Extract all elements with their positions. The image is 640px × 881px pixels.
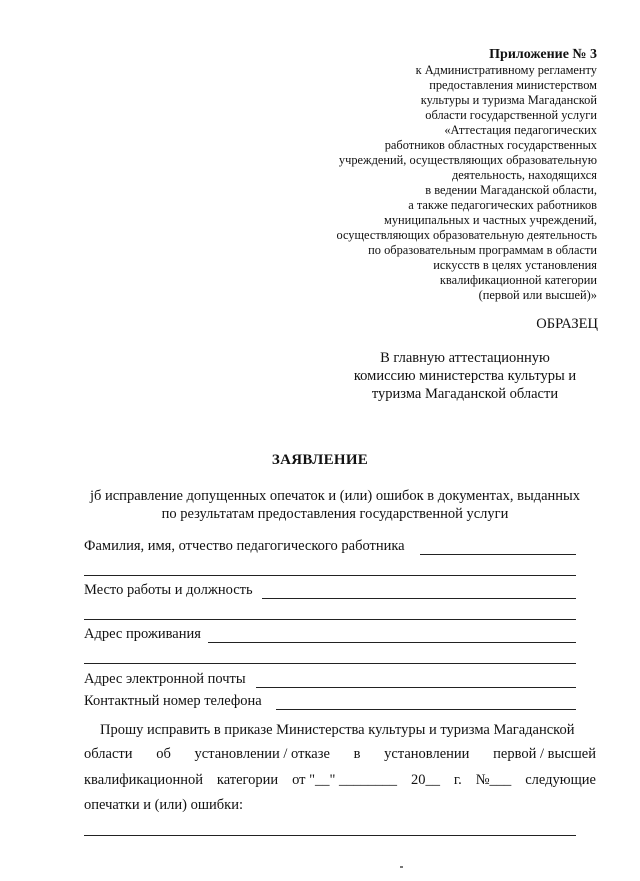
appendix-line: учреждений, осуществляющих образовательную: [338, 153, 597, 167]
address-field[interactable]: [208, 642, 576, 643]
appendix-line: (первой или высшей)»: [478, 288, 597, 302]
email-label: Адрес электронной почты: [84, 671, 246, 687]
request-line: опечатки и (или) ошибки:: [84, 797, 244, 813]
appendix-line: области государственной услуги: [425, 108, 597, 122]
appendix-line: деятельность, находящихся: [451, 168, 597, 182]
addressee-block: [330, 349, 600, 403]
appendix-line: по образовательным программам в области: [368, 243, 597, 257]
request-line: [84, 772, 596, 789]
appendix-line: квалификационной категории: [439, 273, 597, 287]
request-word: первой / высшей: [493, 746, 596, 762]
appendix-line: в ведении Магаданской области,: [425, 183, 597, 197]
addressee-line: комиссию министерства культуры и: [353, 368, 577, 384]
address-label: Адрес проживания: [84, 626, 201, 642]
request-word: от "__" ________: [292, 772, 398, 788]
request-word: установлении / отказе: [194, 746, 330, 762]
appendix-line: а также педагогических работников: [408, 198, 597, 212]
request-word: квалификационной: [84, 772, 203, 788]
appendix-header: [336, 46, 597, 303]
address-field-continuation[interactable]: [84, 663, 576, 664]
document-title: ЗАЯВЛЕНИЕ: [271, 452, 369, 468]
sample-label: ОБРАЗЕЦ: [536, 316, 598, 332]
appendix-line: искусств в целях установления: [433, 258, 597, 272]
addressee-line: туризма Магаданской области: [371, 386, 559, 402]
request-word: установлении: [384, 746, 470, 762]
request-line: [84, 746, 596, 763]
document-subject: [70, 487, 600, 523]
phone-label: Контактный номер телефона: [84, 693, 262, 709]
full-name-label: Фамилия, имя, отчество педагогического работника: [84, 538, 405, 554]
appendix-line: осуществляющих образовательную деятельность: [336, 228, 597, 242]
errors-field[interactable]: [84, 835, 576, 836]
appendix-line: «Аттестация педагогических: [444, 123, 597, 137]
appendix-line: муниципальных и частных учреждений,: [384, 213, 597, 227]
appendix-line: культуры и туризма Магаданской: [420, 93, 597, 107]
full-name-field[interactable]: [420, 554, 576, 555]
workplace-label: Место работы и должность: [84, 582, 253, 598]
phone-field[interactable]: [276, 709, 576, 710]
request-word: №___: [475, 772, 512, 788]
request-word: 20__: [410, 772, 440, 788]
addressee-line: В главную аттестационную: [380, 350, 550, 366]
email-field[interactable]: [256, 687, 576, 688]
workplace-field[interactable]: [262, 598, 576, 599]
request-word: об: [156, 746, 171, 762]
request-word: г.: [453, 772, 462, 788]
full-name-field-continuation[interactable]: [84, 575, 576, 576]
scan-mark: [400, 866, 403, 868]
subject-line: по результатам предоставления государственной услуги: [161, 506, 509, 522]
request-word: области: [84, 746, 133, 762]
request-word: в: [353, 746, 361, 762]
request-word: следующие: [525, 772, 596, 788]
request-word: категории: [216, 772, 279, 788]
appendix-line: к Административному регламенту: [415, 63, 597, 77]
appendix-line: работников областных государственных: [384, 138, 597, 152]
workplace-field-continuation[interactable]: [84, 619, 576, 620]
request-line: Прошу исправить в приказе Министерства культуры и туризма Магаданской: [100, 722, 575, 738]
appendix-title: Приложение № 3: [489, 47, 597, 62]
appendix-line: предоставления министерством: [429, 78, 597, 92]
subject-line: jб исправление допущенных опечаток и (или) ошибок в документах, выданных: [89, 488, 581, 504]
